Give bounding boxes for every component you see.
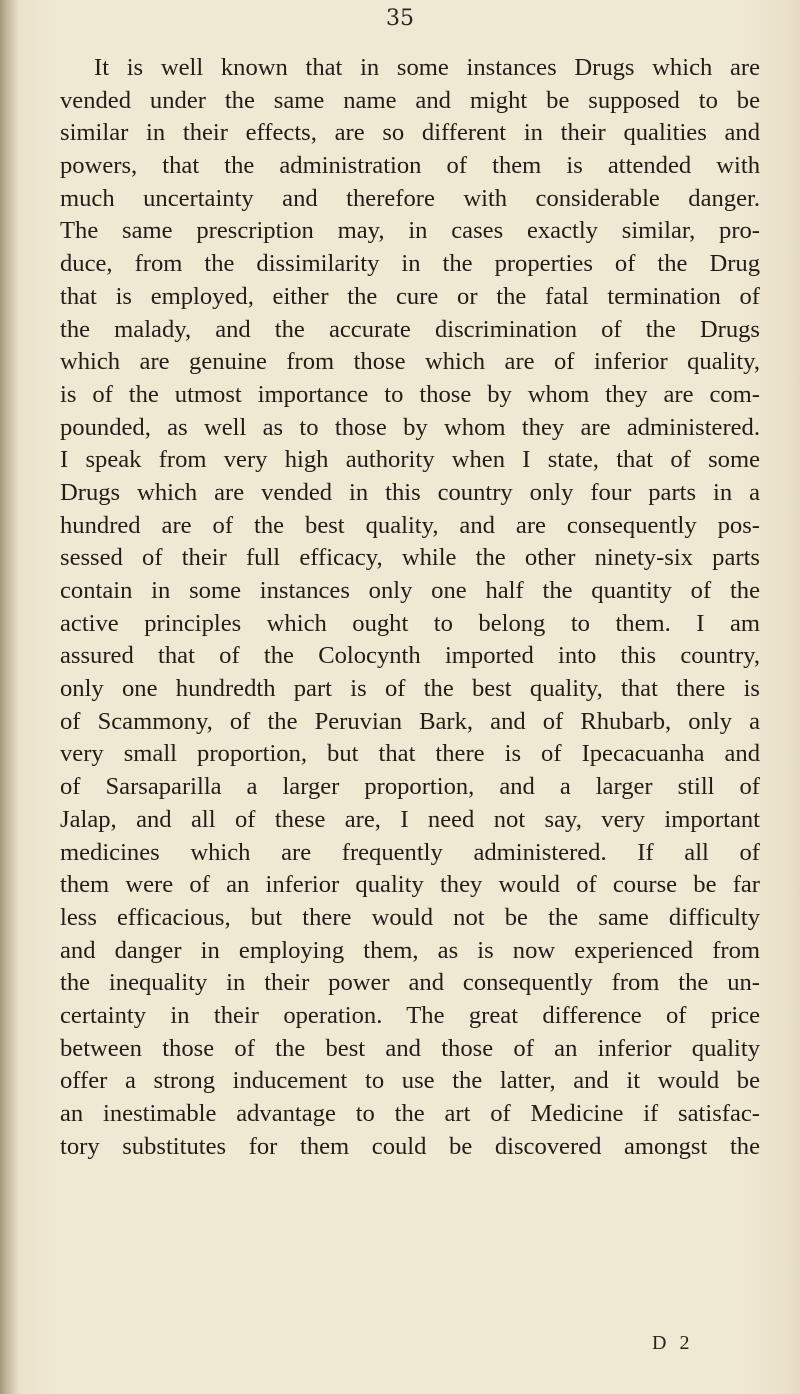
text-line: that is employed, either the cure or the fatal termination of xyxy=(60,282,760,310)
text-line: much uncertainty and therefore with considerable danger. xyxy=(60,184,760,212)
text-line: which are genuine from those which are of inferior quality, xyxy=(60,348,760,376)
page-number: 35 xyxy=(386,6,414,31)
text-line: is of the utmost importance to those by whom they are com- xyxy=(60,380,760,408)
text-line: the malady, and the accurate discrimination of the Drugs xyxy=(60,315,760,343)
text-line: pounded, as well as to those by whom they are administered. xyxy=(60,413,760,441)
text-line: very small proportion, but that there is of Ipecacuanha and xyxy=(60,740,760,768)
text-line: less efficacious, but there would not be the same difficulty xyxy=(60,903,760,931)
text-line: only one hundredth part is of the best quality, that there is xyxy=(60,675,760,703)
text-line: sessed of their full efficacy, while the other ninety-six parts xyxy=(60,544,760,572)
text-line: between those of the best and those of an inferior quality xyxy=(60,1034,760,1062)
text-line: certainty in their operation. The great difference of price xyxy=(60,1001,760,1029)
text-line: duce, from the dissimilarity in the properties of the Drug xyxy=(60,250,760,278)
text-line: and danger in employing them, as is now experienced from xyxy=(60,936,760,964)
body-paragraph xyxy=(60,52,760,1163)
text-line: The same prescription may, in cases exactly similar, pro- xyxy=(60,217,760,245)
text-line: an inestimable advantage to the art of Medicine if satisfac- xyxy=(60,1100,760,1127)
text-line: Jalap, and all of these are, I need not say, very important xyxy=(60,805,760,833)
binding-shadow xyxy=(0,0,18,1394)
text-line: hundred are of the best quality, and are consequently pos- xyxy=(60,511,760,539)
text-line: similar in their effects, are so different in their qualities and xyxy=(60,119,760,147)
text-line: active principles which ought to belong to them. I am xyxy=(60,609,760,637)
text-line: medicines which are frequently administered. If all of xyxy=(60,838,760,866)
text-line: powers, that the administration of them is attended with xyxy=(60,152,760,180)
text-line: of Sarsaparilla a larger proportion, and a larger still of xyxy=(60,773,760,801)
text-line: Drugs which are vended in this country only four parts in a xyxy=(60,478,760,506)
text-line: vended under the same name and might be supposed to be xyxy=(60,86,760,114)
text-line: of Scammony, of the Peruvian Bark, and of Rhubarb, only a xyxy=(60,707,760,735)
text-line: the inequality in their power and consequently from the un- xyxy=(60,969,760,997)
text-line: assured that of the Colocynth imported into this country, xyxy=(60,642,760,670)
text-line: offer a strong inducement to use the latter, and it would be xyxy=(60,1067,760,1095)
text-line: I speak from very high authority when I state, that of some xyxy=(60,446,760,474)
text-line: It is well known that in some instances Drugs which are xyxy=(94,54,760,81)
text-line: tory substitutes for them could be discovered amongst the xyxy=(60,1132,760,1160)
signature-mark: D 2 xyxy=(652,1332,694,1354)
text-line: them were of an inferior quality they would of course be far xyxy=(60,871,760,899)
text-line: contain in some instances only one half the quantity of the xyxy=(60,577,760,604)
